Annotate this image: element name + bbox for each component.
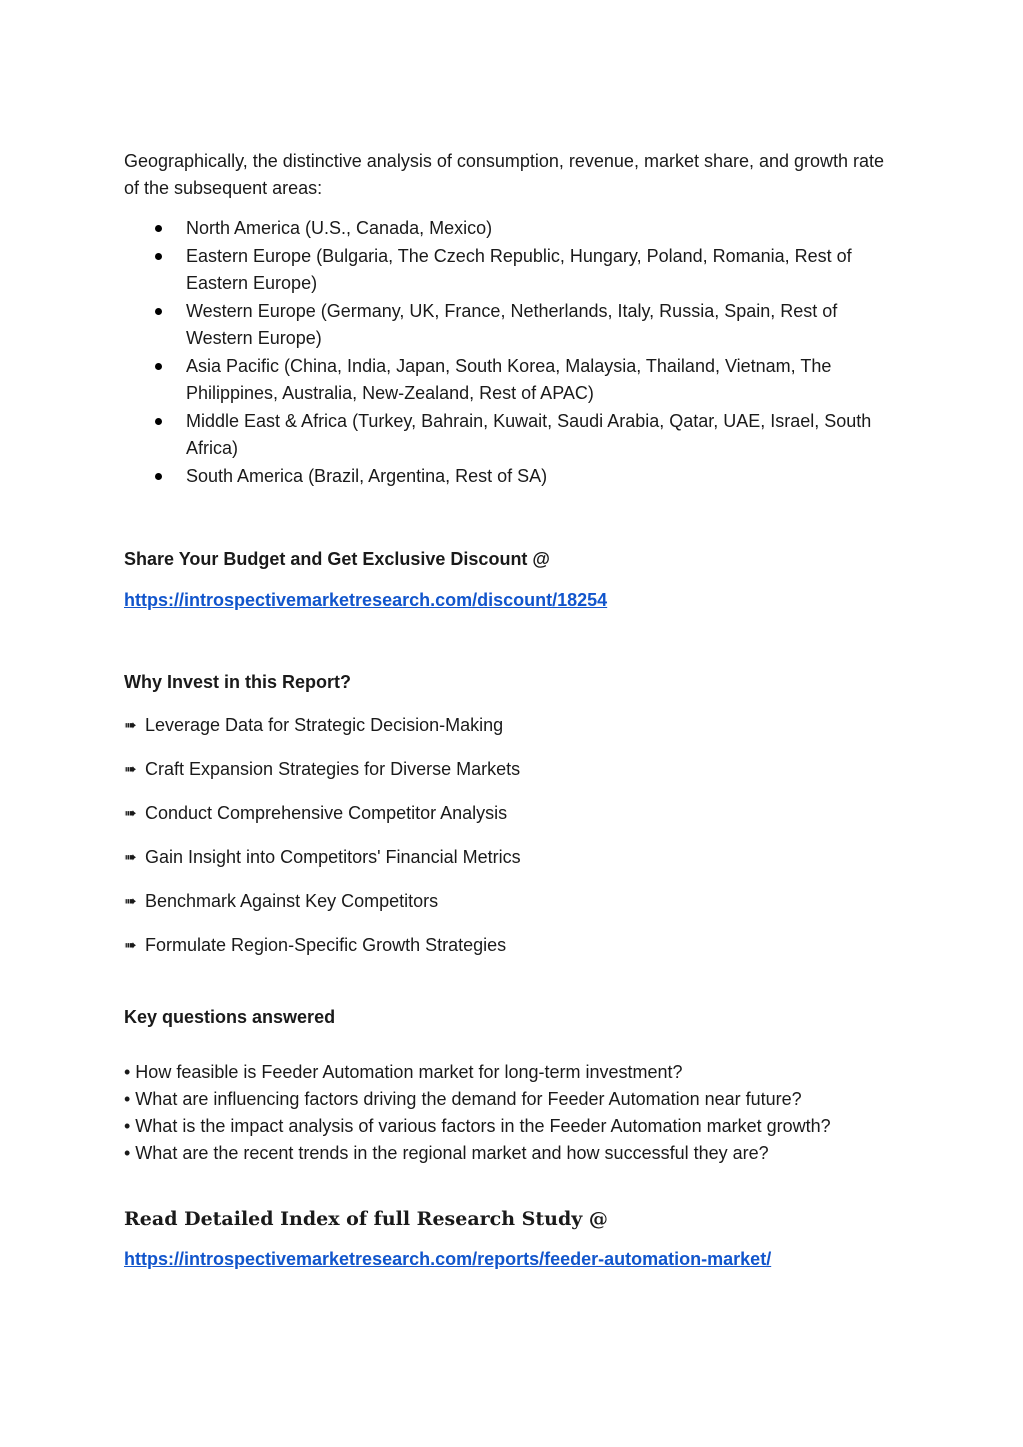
question-item: • What are the recent trends in the regional market and how successful they are?: [124, 1143, 769, 1163]
region-text: Asia Pacific (China, India, Japan, South Korea, Malaysia, Thailand, Vietnam, The Philippines, Australia, New-Zealand, Rest of APAC): [186, 356, 832, 403]
bullet-icon: [155, 418, 162, 425]
detail-heading: Read Detailed Index of full Research Study @: [124, 1208, 608, 1230]
arrow-right-icon: ➠: [124, 760, 137, 778]
benefits-list: [124, 713, 899, 957]
questions-list: [124, 1059, 899, 1167]
region-text: Middle East & Africa (Turkey, Bahrain, Kuwait, Saudi Arabia, Qatar, UAE, Israel, South Africa): [186, 411, 872, 458]
arrow-right-icon: ➠: [124, 716, 137, 734]
discount-link[interactable]: https://introspectivemarketresearch.com/discount/18254: [124, 590, 608, 610]
benefit-text: Gain Insight into Competitors' Financial Metrics: [145, 847, 521, 867]
arrow-right-icon: ➠: [124, 804, 137, 822]
list-item: [124, 713, 899, 737]
questions-heading: Key questions answered: [124, 1007, 336, 1027]
benefit-text: Leverage Data for Strategic Decision-Making: [145, 715, 504, 735]
list-item: [124, 298, 899, 352]
list-item: [124, 215, 899, 242]
list-item: [124, 243, 899, 297]
question-item: • What are influencing factors driving the demand for Feeder Automation near future?: [124, 1089, 802, 1109]
list-item: [124, 889, 899, 913]
bullet-icon: [155, 253, 162, 260]
list-item: [124, 757, 899, 781]
arrow-right-icon: ➠: [124, 892, 137, 910]
invest-heading: Why Invest in this Report?: [124, 672, 352, 692]
budget-heading: Share Your Budget and Get Exclusive Discount @: [124, 549, 550, 569]
benefit-text: Conduct Comprehensive Competitor Analysis: [145, 803, 508, 823]
region-text: South America (Brazil, Argentina, Rest of SA): [186, 466, 548, 486]
benefit-text: Formulate Region-Specific Growth Strategies: [145, 935, 507, 955]
question-item: • What is the impact analysis of various factors in the Feeder Automation market growth?: [124, 1116, 831, 1136]
benefit-text: Benchmark Against Key Competitors: [145, 891, 439, 911]
bullet-icon: [155, 308, 162, 315]
arrow-right-icon: ➠: [124, 936, 137, 954]
bullet-icon: [155, 225, 162, 232]
region-text: North America (U.S., Canada, Mexico): [186, 218, 493, 238]
list-item: [124, 801, 899, 825]
list-item: [124, 408, 899, 462]
bullet-icon: [155, 363, 162, 370]
bullet-icon: [155, 473, 162, 480]
region-text: Western Europe (Germany, UK, France, Netherlands, Italy, Russia, Spain, Rest of Western Europe): [186, 301, 838, 348]
regions-list: [124, 215, 899, 490]
list-item: [124, 933, 899, 957]
list-item: [124, 353, 899, 407]
report-link[interactable]: https://introspectivemarketresearch.com/reports/feeder-automation-market/: [124, 1249, 772, 1269]
benefit-text: Craft Expansion Strategies for Diverse Markets: [145, 759, 521, 779]
list-item: [124, 845, 899, 869]
region-text: Eastern Europe (Bulgaria, The Czech Republic, Hungary, Poland, Romania, Rest of Eastern Europe): [186, 246, 852, 293]
intro-paragraph: Geographically, the distinctive analysis of consumption, revenue, market share, and growth rate of the subsequent areas:: [124, 151, 885, 198]
question-item: • How feasible is Feeder Automation market for long-term investment?: [124, 1062, 683, 1082]
document-page: [124, 148, 899, 1271]
arrow-right-icon: ➠: [124, 848, 137, 866]
list-item: [124, 463, 899, 490]
